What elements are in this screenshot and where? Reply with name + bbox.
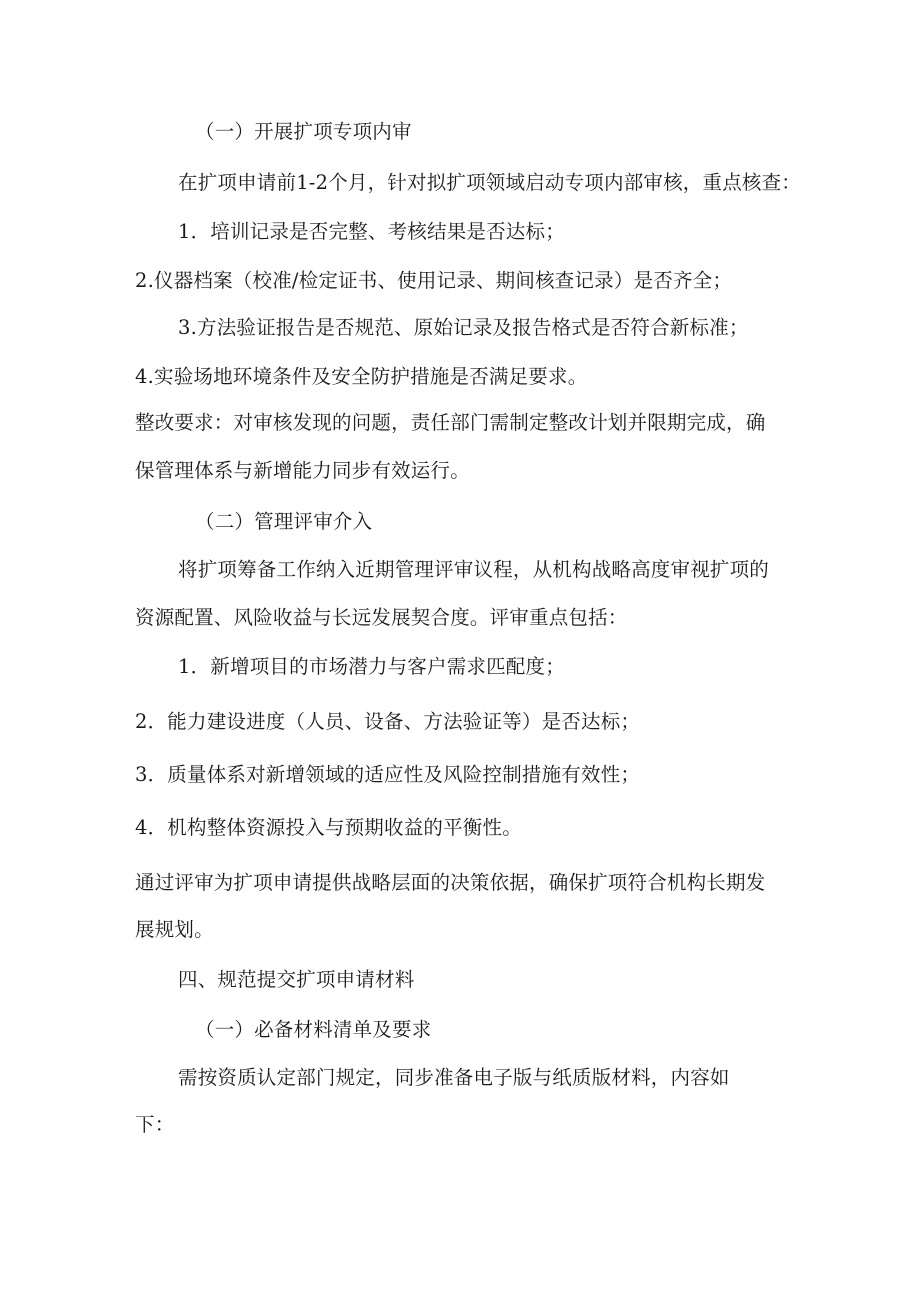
paragraph-line: 展规划。: [135, 918, 214, 941]
list-item: 3．质量体系对新增领域的适应性及风险控制措施有效性；: [135, 763, 641, 786]
paragraph-line: 资源配置、风险收益与长远发展契合度。评审重点包括：: [135, 606, 628, 629]
subsection-heading: （一）必备材料清单及要求: [195, 1018, 432, 1041]
list-item: 4.实验场地环境条件及安全防护措施是否满足要求。: [135, 365, 588, 388]
paragraph-line: 将扩项筹备工作纳入近期管理评审议程，从机构战略高度审视扩项的: [178, 558, 770, 581]
section-heading: 四、规范提交扩项申请材料: [178, 968, 415, 991]
list-item: 1．培训记录是否完整、考核结果是否达标；: [178, 220, 565, 243]
paragraph-line: 下：: [135, 1113, 175, 1136]
paragraph-line: 保管理体系与新增能力同步有效运行。: [135, 459, 470, 482]
list-item: 1．新增项目的市场潜力与客户需求匹配度；: [178, 655, 565, 678]
paragraph-line: 通过评审为扩项申请提供战略层面的决策依据，确保扩项符合机构长期发: [135, 871, 766, 894]
paragraph-line: 整改要求：对审核发现的问题，责任部门需制定整改计划并限期完成，确: [135, 411, 766, 434]
list-item: 2.仪器档案（校准/检定证书、使用记录、期间核查记录）是否齐全；: [135, 269, 733, 292]
list-item: 3.方法验证报告是否规范、原始记录及报告格式是否符合新标准；: [178, 316, 749, 339]
paragraph-line: 在扩项申请前1-2个月，针对拟扩项领域启动专项内部审核，重点核查：: [178, 171, 802, 194]
list-item: 2．能力建设进度（人员、设备、方法验证等）是否达标；: [135, 710, 641, 733]
subsection-heading: （二）管理评审介入: [195, 510, 373, 533]
paragraph-line: 需按资质认定部门规定，同步准备电子版与纸质版材料，内容如: [178, 1066, 730, 1089]
subsection-heading: （一）开展扩项专项内审: [195, 120, 412, 143]
list-item: 4．机构整体资源投入与预期收益的平衡性。: [135, 816, 522, 839]
